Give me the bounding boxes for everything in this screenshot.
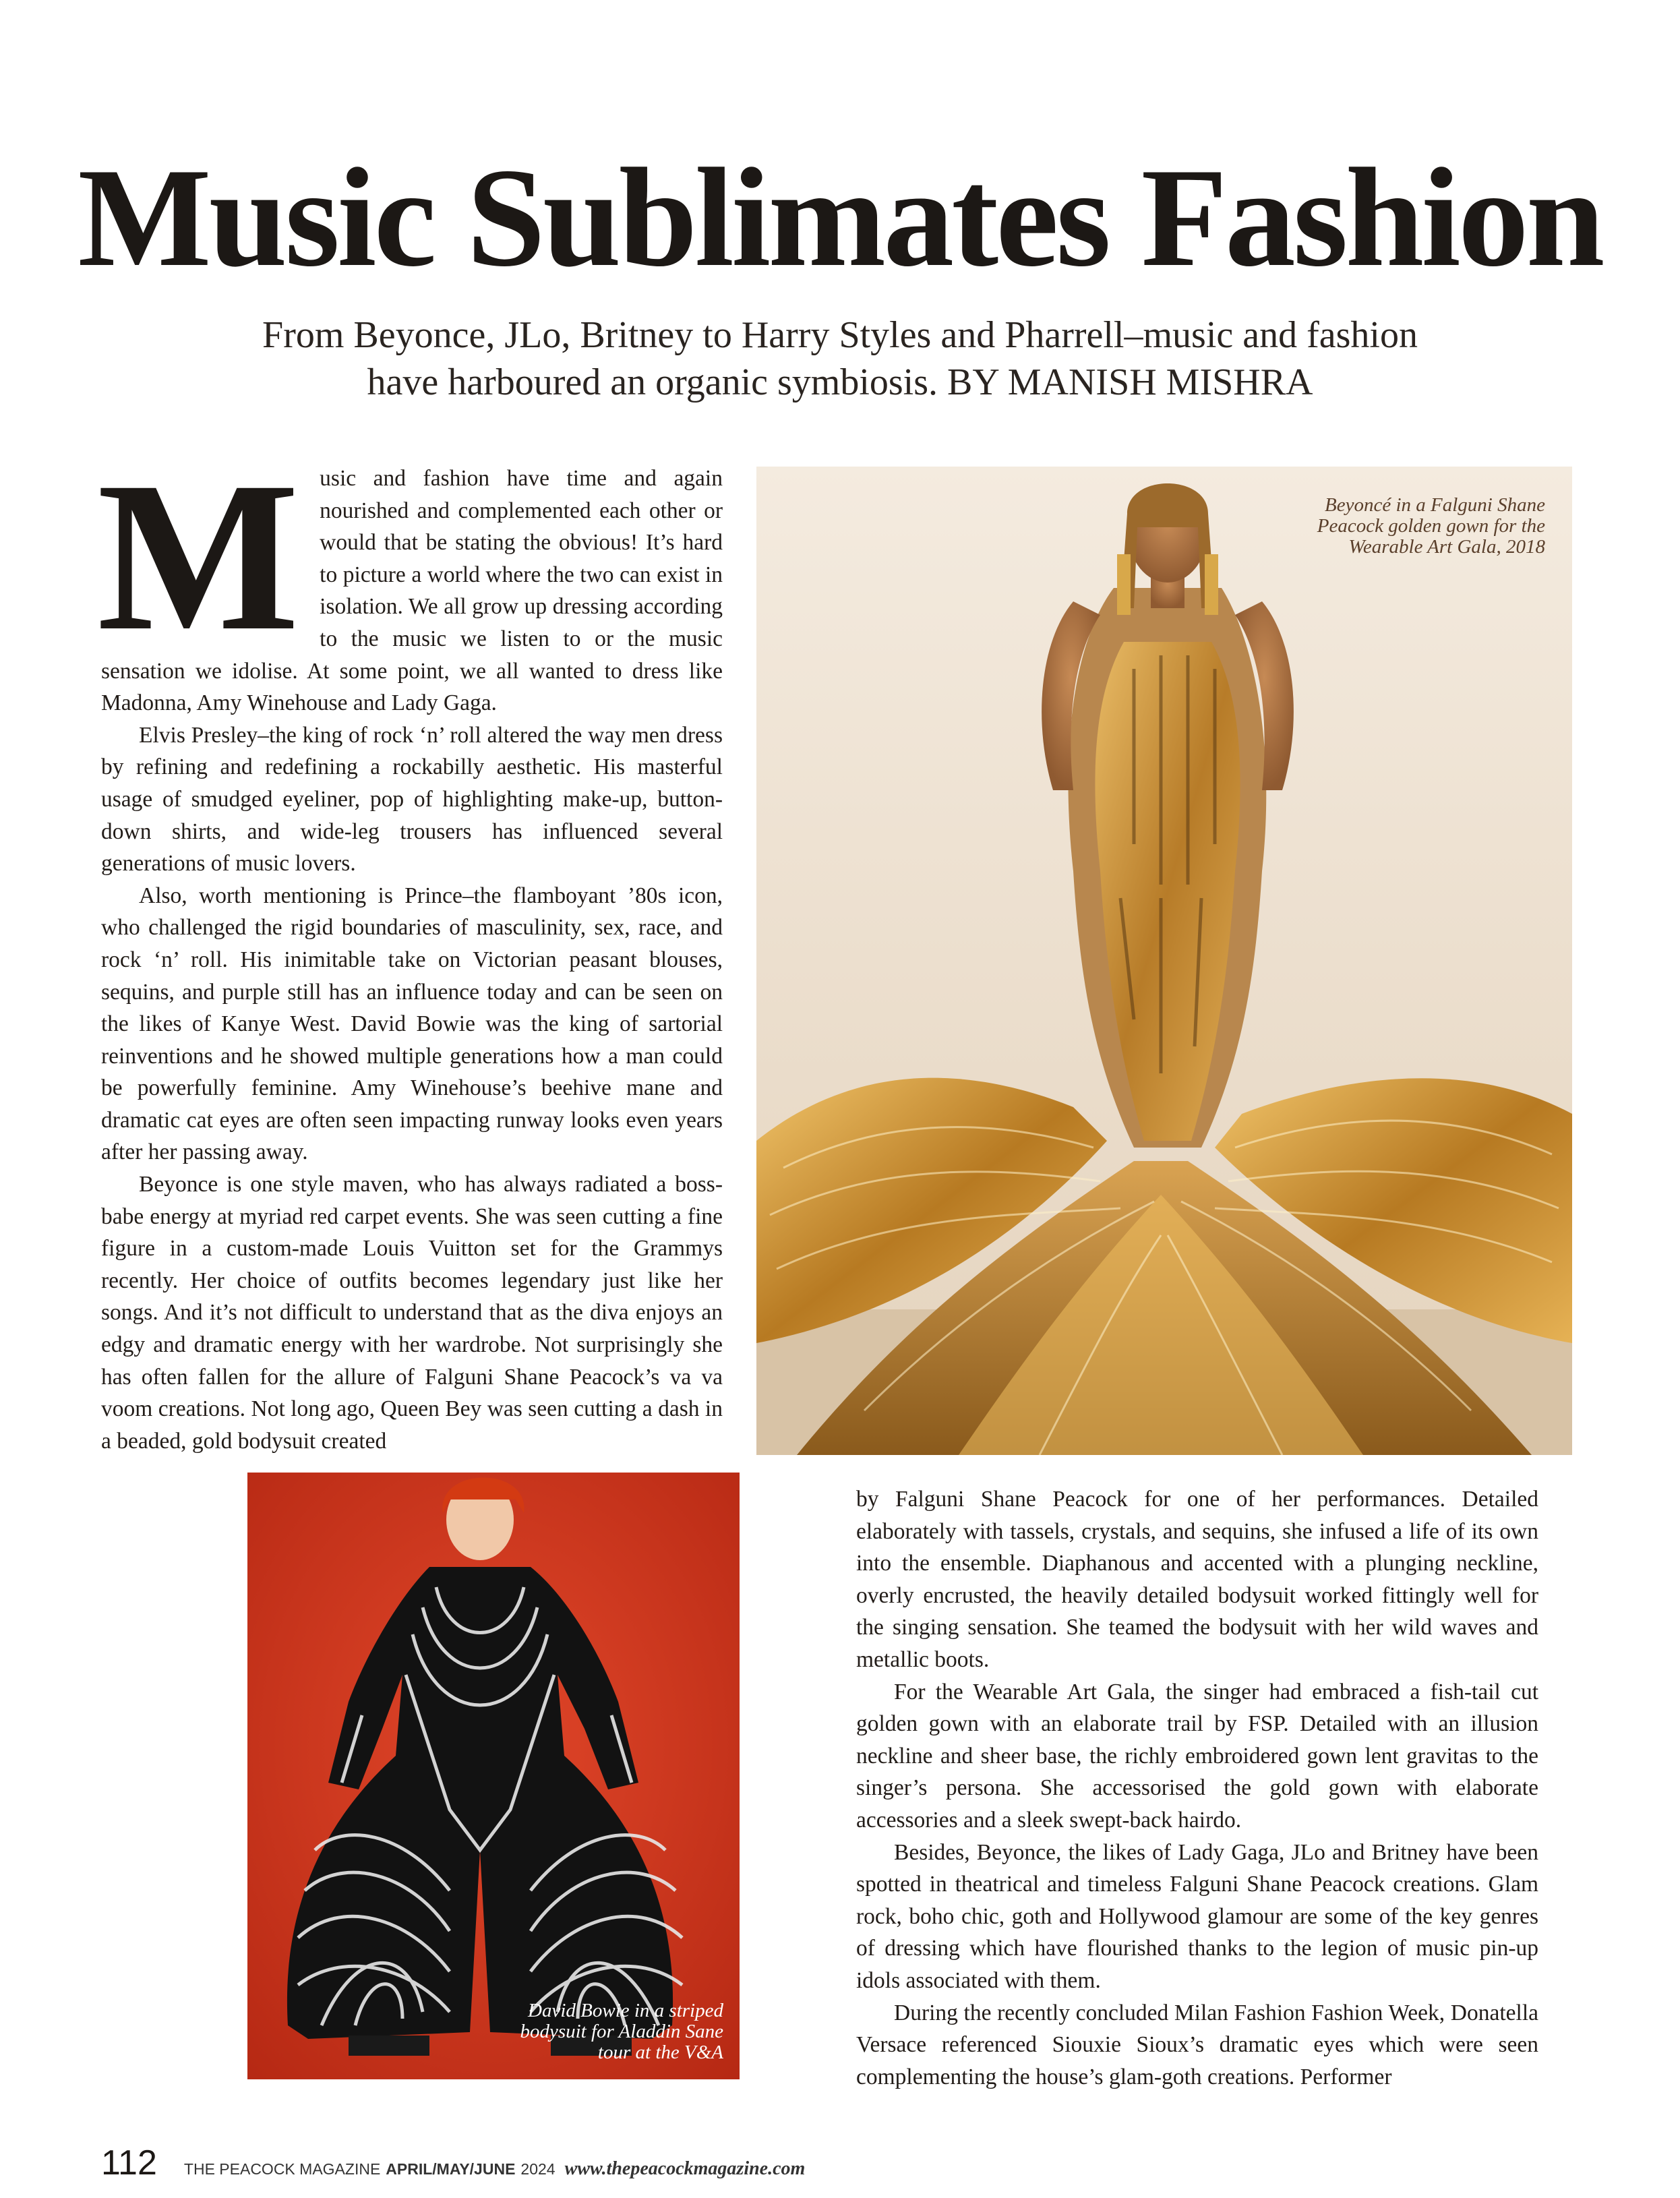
body-paragraph: by Falguni Shane Peacock for one of her performances. Detailed elaborately with tassels, crystals, and sequins, she infused a life of its own into the ensemble. Diaphanous and accented with a plunging neckline, overly encrusted, the heavily detailed bodysuit worked fittingly well for the singing sensation. She teamed the bodysuit with her wild waves and metallic boots.	[856, 1487, 1538, 1672]
body-paragraph: Besides, Beyonce, the likes of Lady Gaga, JLo and Britney have been spotted in theatrical and timeless Falguni Shane Peacock creations. Glam rock, boho chic, goth and Hollywood glamour are some of the key genres of dressing which have flourished thanks to the legion of music pin-up idols associated with them.	[856, 1839, 1538, 1993]
article-deck	[135, 311, 1545, 406]
magazine-name: THE PEACOCK MAGAZINE	[183, 2160, 381, 2178]
body-paragraph: Beyonce is one style maven, who has always radiated a boss-babe energy at myriad red carpet events. She was seen cutting a fine figure in a custom-made Louis Vuitton set for the Grammys recently. Her choice of outfits becomes legendary just like her songs. And it’s not difficult to understand that as the diva enjoys an edgy and dramatic energy with her wardrobe. Not surprisingly she has often fallen for the allure of Falguni Shane Peacock’s va va voom creations. Not long ago, Queen Bey was seen cutting a dash in a beaded, gold bodysuit created	[101, 1172, 723, 1454]
beyonce-gown-illustration	[756, 467, 1572, 1455]
issue-months: APRIL/MAY/JUNE	[386, 2160, 516, 2178]
bowie-bodysuit-illustration	[247, 1473, 740, 2079]
bowie-photo	[247, 1473, 740, 2079]
body-paragraph: Elvis Presley–the king of rock ‘n’ roll altered the way men dress by refining and redefining a rockabilly aesthetic. His masterful usage of smudged eyeliner, pop of highlighting make-up, button-down shirts, and wide-leg trousers has influenced several generations of music lovers.	[101, 722, 723, 877]
body-paragraph: For the Wearable Art Gala, the singer had embraced a fish-tail cut golden gown with an elaborate trail by FSP. Detailed with an illusion neckline and sheer base, the richly embroidered gown lent gravitas to the singer’s persona. She accessorised the gold gown with elaborate accessories and a sleek swept-back hairdo.	[856, 1679, 1538, 1833]
article-title: Music Sublimates Fashion	[78, 140, 1602, 296]
issue-year: 2024	[520, 2160, 556, 2178]
beyonce-photo	[756, 467, 1572, 1455]
body-paragraph: Also, worth mentioning is Prince–the flamboyant ’80s icon, who challenged the rigid boundaries of masculinity, sex, race, and rock ‘n’ roll. His inimitable take on Victorian peasant blouses, sequins, and purple still has an influence today and can be seen on the likes of Kanye West. David Bowie was the king of sartorial reinventions and he showed multiple generations how a man could be powerfully feminine. Amy Winehouse’s beehive mane and dramatic cat eyes are often seen impacting runway looks even years after her passing away.	[101, 883, 723, 1165]
deck-line-1: From Beyonce, JLo, Britney to Harry Styles and Pharrell–music and fashion	[262, 314, 1418, 356]
beyonce-photo-caption: Beyoncé in a Falguni Shane Peacock golden gown for the Wearable Art Gala, 2018	[1317, 494, 1545, 558]
page-footer	[101, 2143, 805, 2190]
body-column-left	[97, 438, 723, 1457]
magazine-url: www.thepeacockmagazine.com	[564, 2158, 806, 2179]
body-paragraph: usic and fashion have time and again nourished and complemented each other or would that be stating the obvious! It’s hard to picture a world where the two can exist in isolation. We all grow up dressing according to the music we listen to or the music sensation we idolise. At some point, we all wanted to dress like Madonna, Amy Winehouse and Lady Gaga.	[101, 466, 723, 716]
body-column-right	[856, 1483, 1538, 2093]
drop-cap: M	[97, 438, 300, 675]
page-number: 112	[101, 2143, 157, 2182]
deck-line-2: have harboured an organic symbiosis. BY MANISH MISHRA	[367, 361, 1313, 403]
body-paragraph: During the recently concluded Milan Fashion Fashion Week, Donatella Versace referenced Siouxie Sioux’s dramatic eyes which were seen complementing the house’s glam-goth creations. Performer	[856, 2000, 1538, 2089]
bowie-photo-caption: David Bowie in a striped bodysuit for Aladdin Sane tour at the V&A	[520, 2000, 723, 2063]
